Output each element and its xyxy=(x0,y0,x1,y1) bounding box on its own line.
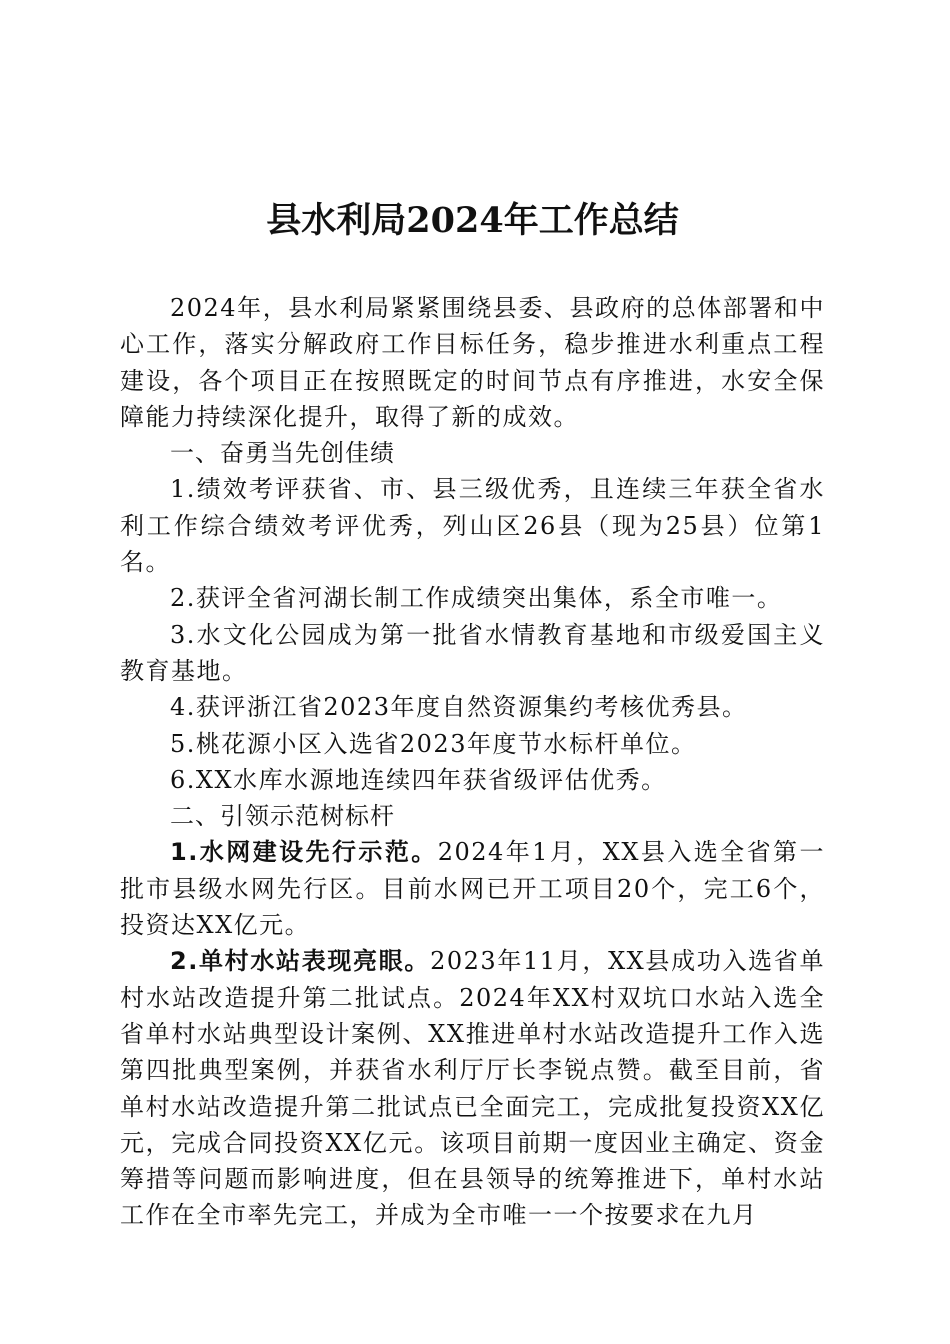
intro-paragraph: 2024年，县水利局紧紧围绕县委、县政府的总体部署和中心工作，落实分解政府工作目标任务，稳步推进水利重点工程建设，各个项目正在按照既定的时间节点有序推进，水安全保障能力持续深化提升，取得了新的成效。 xyxy=(120,294,825,431)
section-1-item-6: 6.XX水库水源地连续四年获省级评估优秀。 xyxy=(170,765,667,794)
document-body xyxy=(120,290,825,1234)
section-2-item-2-text: 2023年11月，XX县成功入选省单村水站改造提升第二批试点。2024年XX村双坑口水站入选全省单村水站典型设计案例、XX推进单村水站改造提升工作入选第四批典型案例，并获省水利厅厅长李锐点赞。截至目前，省单村水站改造提升第二批试点已全面完工，完成批复投资XX亿元，完成合同投资XX亿元。该项目前期一度因业主确定、资金筹措等问题而影响进度，但在县领导的统筹推进下，单村水站工作在全市率先完工，并成为全市唯一一个按要求在九月 xyxy=(120,947,825,1230)
section-1-heading: 一、奋勇当先创佳绩 xyxy=(170,439,395,468)
document-title: 县水利局2024年工作总结 xyxy=(266,200,679,241)
section-2-item-2-lead: 2.单村水站表现亮眼。 xyxy=(170,947,431,976)
section-1-item-3: 3.水文化公园成为第一批省水情教育基地和市级爱国主义教育基地。 xyxy=(120,620,825,685)
section-2-item-1 xyxy=(120,834,825,943)
section-1-item-1: 1.绩效考评获省、市、县三级优秀，且连续三年获全省水利工作综合绩效考评优秀，列山区26县（现为25县）位第1名。 xyxy=(120,475,825,577)
section-1-item-4: 4.获评浙江省2023年度自然资源集约考核优秀县。 xyxy=(170,693,748,722)
section-2-item-1-text: 2024年1月，XX县入选全省第一批市县级水网先行区。目前水网已开工项目20个，完工6个，投资达XX亿元。 xyxy=(120,838,825,940)
section-2-heading: 二、引领示范树标杆 xyxy=(170,802,395,831)
section-2-item-1-lead: 1.水网建设先行示范。 xyxy=(170,838,438,867)
section-2-item-2 xyxy=(120,943,825,1233)
section-1-item-2: 2.获评全省河湖长制工作成绩突出集体，系全市唯一。 xyxy=(170,584,783,613)
section-1-item-5: 5.桃花源小区入选省2023年度节水标杆单位。 xyxy=(170,729,697,758)
